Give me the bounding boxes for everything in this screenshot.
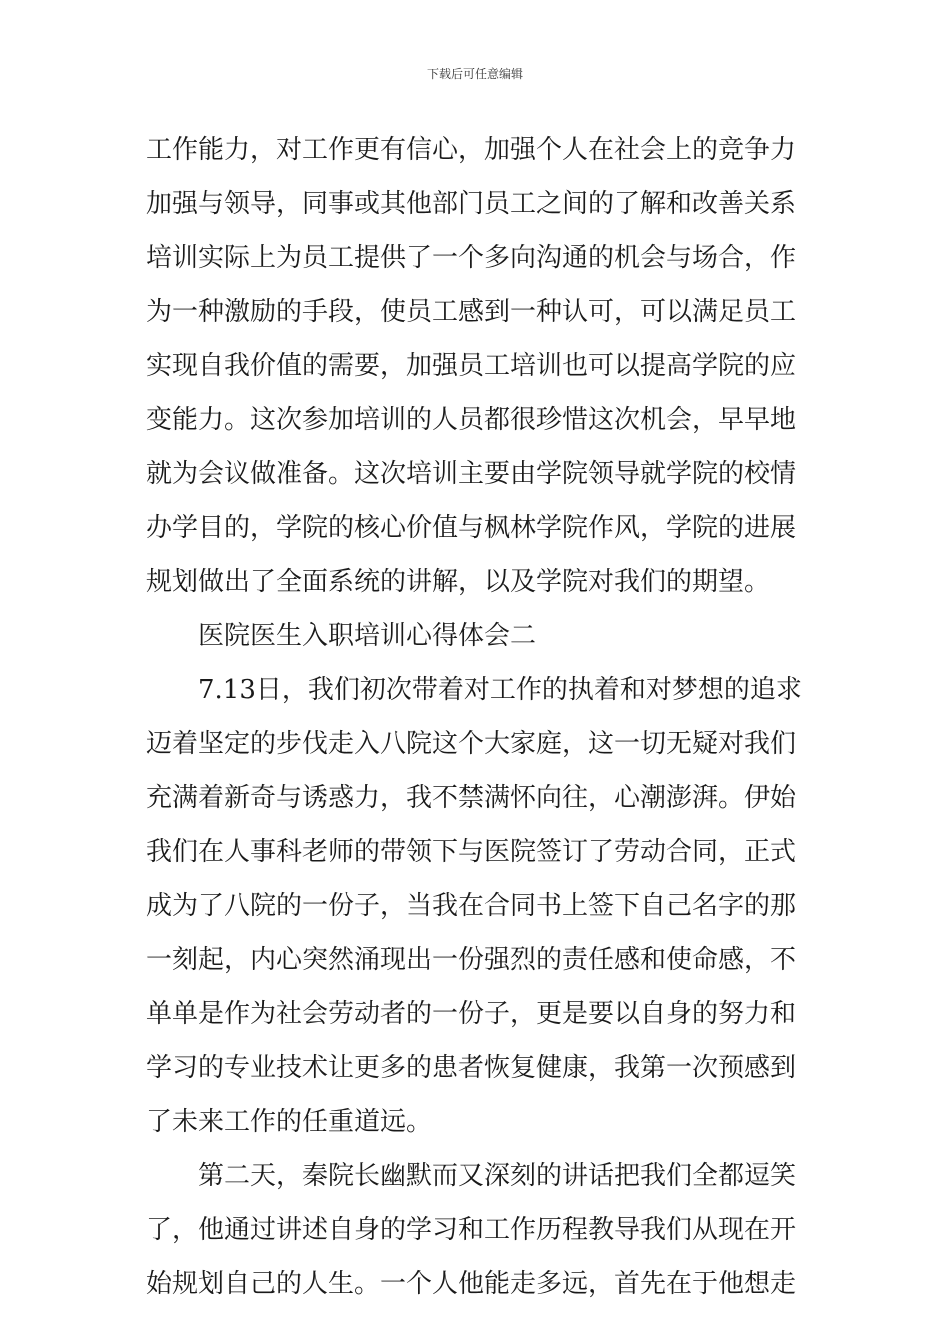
text-line: 就为会议做准备。这次培训主要由学院领导就学院的校情 (146, 459, 797, 489)
text-line: 成为了八院的一份子，当我在合同书上签下自己名字的那 (146, 891, 797, 921)
section-heading: 医院医生入职培训心得体会二 (198, 621, 537, 651)
text-line: 加强与领导，同事或其他部门员工之间的了解和改善关系 (146, 189, 797, 219)
text-line: 我们在人事科老师的带领下与医院签订了劳动合同，正式 (146, 837, 797, 867)
text-line: 了，他通过讲述自身的学习和工作历程教导我们从现在开 (146, 1215, 797, 1245)
text-line: 单单是作为社会劳动者的一份子，更是要以自身的努力和 (146, 999, 797, 1029)
text-line: 一刻起，内心突然涌现出一份强烈的责任感和使命感，不 (146, 945, 797, 975)
text-line: 迈着坚定的步伐走入八院这个大家庭，这一切无疑对我们 (146, 729, 797, 759)
paragraph-first-line: 第二天，秦院长幽默而又深刻的讲话把我们全都逗笑 (198, 1161, 797, 1191)
paragraph-first-line: 7.13日，我们初次带着对工作的执着和对梦想的追求 (198, 675, 802, 705)
text-line: 了未来工作的任重道远。 (146, 1107, 433, 1137)
text-line: 实现自我价值的需要，加强员工培训也可以提高学院的应 (146, 351, 797, 381)
text-line: 始规划自己的人生。一个人他能走多远，首先在于他想走 (146, 1269, 797, 1299)
text-line: 办学目的，学院的核心价值与枫林学院作风，学院的进展 (146, 513, 797, 543)
text-line: 为一种激励的手段，使员工感到一种认可，可以满足员工 (146, 297, 797, 327)
text-line: 培训实际上为员工提供了一个多向沟通的机会与场合，作 (146, 243, 797, 273)
text-line: 规划做出了全面系统的讲解，以及学院对我们的期望。 (146, 567, 771, 597)
text-line: 工作能力，对工作更有信心，加强个人在社会上的竞争力 (146, 135, 797, 165)
text-line: 变能力。这次参加培训的人员都很珍惜这次机会，早早地 (146, 405, 797, 435)
text-line: 学习的专业技术让更多的患者恢复健康，我第一次预感到 (146, 1053, 797, 1083)
document-body (146, 123, 808, 1311)
page-header: 下载后可任意编辑 (426, 67, 523, 81)
text-line: 充满着新奇与诱惑力，我不禁满怀向往，心潮澎湃。伊始 (146, 783, 797, 813)
